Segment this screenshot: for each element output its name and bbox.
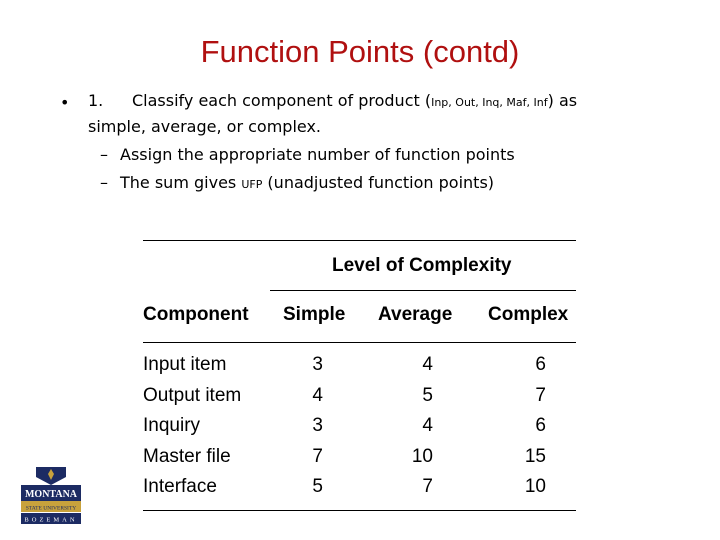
svg-text:STATE UNIVERSITY: STATE UNIVERSITY (25, 505, 77, 512)
item-number: 1. (88, 91, 104, 110)
table-cell-average: 4 (422, 354, 433, 375)
table-cell-simple: 3 (312, 415, 323, 436)
col-header-complex: Complex (488, 304, 569, 325)
sub-bullet-marker: – (100, 173, 108, 192)
sub-bullet-2-abbrev: UFP (241, 178, 263, 191)
svg-text:MONTANA: MONTANA (24, 489, 78, 500)
table-cell-complex: 15 (524, 445, 546, 467)
group-header: Level of Complexity (332, 255, 512, 276)
table-cell-component: Input item (143, 354, 227, 375)
col-header-average: Average (378, 304, 453, 325)
sub-bullet-2 (120, 173, 494, 195)
table-cell-simple: 5 (312, 476, 323, 497)
sub-bullet-2-suffix: (unadjusted function points) (262, 173, 495, 192)
table-cell-average: 10 (411, 445, 433, 467)
table-cell-simple: 7 (312, 445, 323, 467)
table-cell-average: 5 (422, 384, 433, 406)
table-cell-simple: 3 (312, 354, 323, 375)
university-crest-icon (18, 463, 84, 527)
header-rule (143, 342, 576, 343)
table-cell-complex: 10 (524, 476, 546, 497)
svg-text:BOZEMAN: BOZEMAN (24, 516, 78, 524)
slide-title: Function Points (contd) (200, 34, 520, 69)
table-bottom-rule (143, 510, 576, 511)
table-cell-complex: 7 (535, 384, 546, 406)
sub-bullet-1: Assign the appropriate number of function points (120, 145, 515, 164)
table-cell-component: Inquiry (143, 415, 201, 436)
bullet-item-line1 (88, 91, 577, 113)
table-cell-complex: 6 (535, 415, 546, 436)
col-header-simple: Simple (283, 304, 346, 325)
col-header-component: Component (143, 304, 249, 325)
item-text-small: Inp, Out, Inq, Maf, Inf (431, 96, 548, 109)
item-text-a: Classify each component of product ( (132, 91, 432, 110)
table-cell-component: Output item (143, 384, 242, 406)
sub-bullet-2-prefix: The sum gives (120, 173, 242, 192)
table-cell-simple: 4 (312, 384, 323, 406)
table-cell-complex: 6 (535, 354, 546, 375)
table-cell-average: 4 (422, 415, 433, 436)
complexity-table (143, 238, 576, 512)
sub-bullet-marker: – (100, 145, 108, 164)
table-cell-component: Interface (143, 476, 217, 497)
montana-state-university-logo (18, 463, 84, 527)
table-top-rule (143, 240, 576, 241)
bullet-marker: • (60, 93, 70, 112)
bullet-item-line2: simple, average, or complex. (88, 117, 321, 136)
group-header-rule (270, 290, 576, 291)
table-cell-average: 7 (422, 476, 433, 497)
item-text-b: ) as (547, 91, 578, 110)
table-cell-component: Master file (143, 445, 231, 467)
